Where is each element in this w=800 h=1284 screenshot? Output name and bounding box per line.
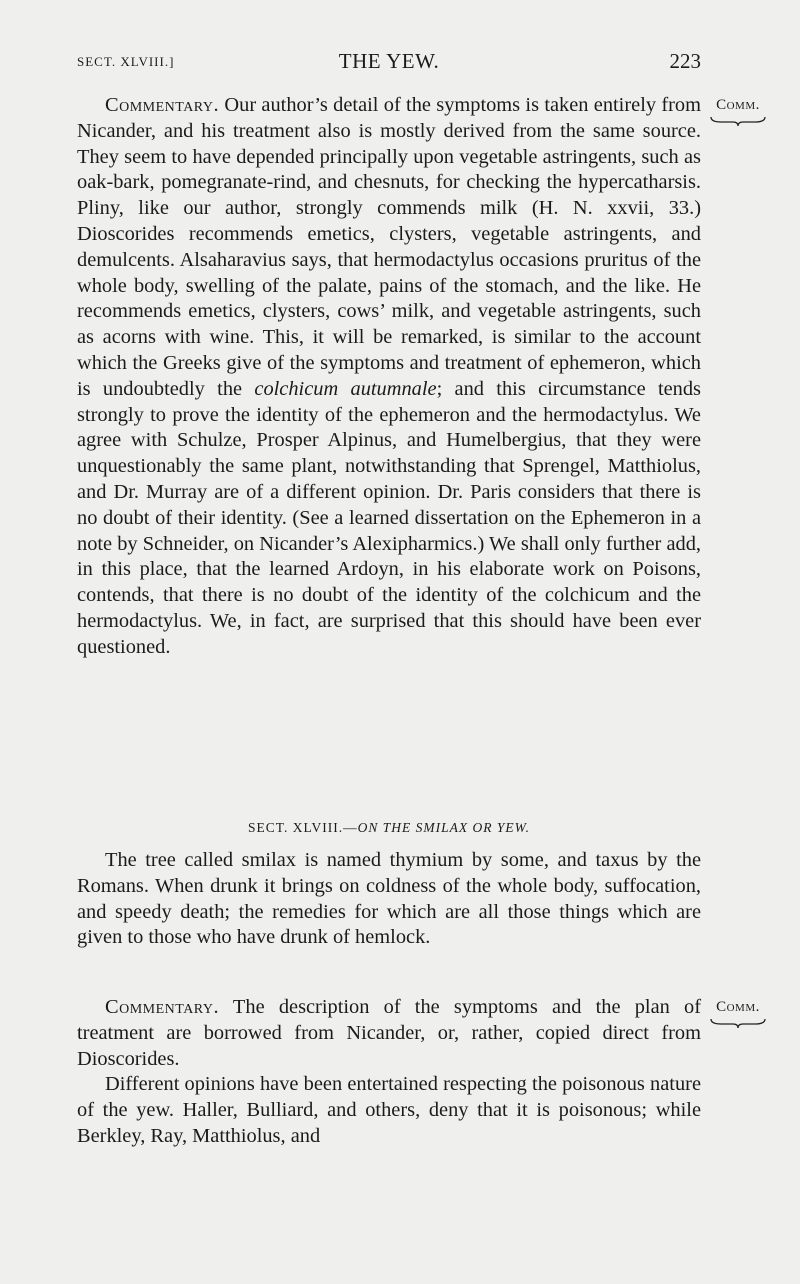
- section-heading-prefix: SECT. XLVIII.—: [247, 820, 358, 835]
- commentary-italic-term: colchicum autumnale: [254, 377, 437, 400]
- commentary-paragraph-1: [77, 93, 701, 661]
- margin-note-label: Comm.: [716, 999, 760, 1015]
- margin-note-label: Comm.: [716, 97, 760, 113]
- header-section-ref: SECT. XLVIII.]: [77, 54, 175, 69]
- commentary-label: Commentary.: [105, 94, 220, 116]
- commentary-label-2: Commentary.: [105, 996, 220, 1018]
- brace-icon: [709, 1017, 767, 1029]
- commentary-text-part-1: Our author’s detail of the symptoms is taken entirely from Nicander, and his treatment also is mostly derived from the same source. They seem to have depended principally upon vegetable astringents, such as oak-bark, pomegranate-rind, and chesnuts, for checking the hypercatharsis. Pliny, like our author, strongly commends milk (H. N. xxvii, 33.) Dioscorides recommends emetics, clysters, vegetable astringents, and demulcents. Alsaharavius says, that hermodactylus occasions pruritus of the whole body, swelling of the palate, pains of the stomach, and the like. He recommends emetics, clysters, cows’ milk, and vegetable astringents, such as acorns with wine. This, it will be remarked, is similar to the account which the Greeks give of the symptoms and treatment of ephemeron, which is undoubtedly the: [77, 94, 701, 400]
- margin-note-comm-2: [708, 999, 768, 1029]
- final-paragraph: Different opinions have been entertained respecting the poisonous nature of the yew. Haller, Bulliard, and others, deny that it is poisonous; while Berkley, Ray, Matthiolus, and: [77, 1073, 701, 1147]
- page-number: 223: [669, 49, 701, 73]
- section-heading: [77, 820, 701, 836]
- commentary-paragraph-2: [77, 995, 701, 1072]
- section-heading-title: ON THE SMILAX OR YEW.: [357, 820, 530, 835]
- brace-icon: [709, 115, 767, 127]
- header-title: THE YEW.: [338, 49, 440, 73]
- margin-note-comm-1: [708, 97, 768, 127]
- commentary-2-text: The description of the symptoms and the plan of treatment are borrowed from Nicander, or, rather, copied direct from Dioscorides.: [77, 996, 701, 1070]
- main-text-paragraph: The tree called smilax is named thymium by some, and taxus by the Romans. When drunk it brings on coldness of the whole body, suffocation, and speedy death; the remedies for which are all those things which are given to those who have drunk of hemlock.: [77, 849, 701, 949]
- running-header: [77, 49, 701, 77]
- commentary-text-part-2: ; and this circumstance tends strongly to prove the identity of the ephemeron and the hermodactylus. We agree with Schulze, Prosper Alpinus, and Humelbergius, that they were unquestionably the same plant, notwithstanding that Sprengel, Matthiolus, and Dr. Murray are of a different opinion. Dr. Paris considers that there is no doubt of their identity. (See a learned dissertation on the Ephemeron in a note by Schneider, on Nicander’s Alexipharmics.) We shall only further add, in this place, that the learned Ardoyn, in his elaborate work on Poisons, contends, that there is no doubt of the identity of the colchicum and the hermodactylus. We, in fact, are surprised that this should have been ever questioned.: [77, 377, 701, 658]
